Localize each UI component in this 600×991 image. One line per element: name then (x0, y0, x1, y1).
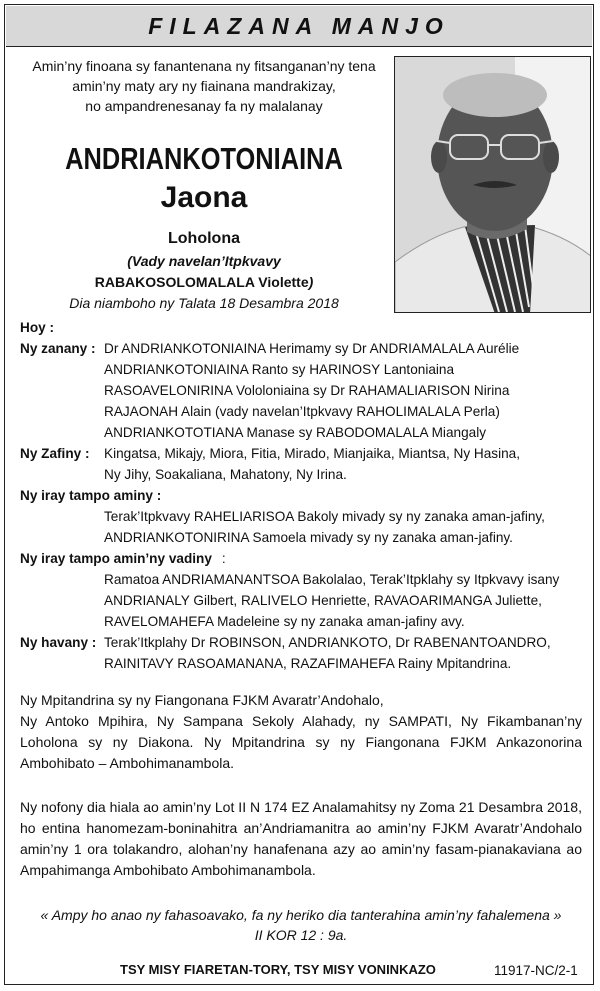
footer-ref: 11917-NC/2-1 (494, 963, 578, 978)
portrait-photo (394, 56, 591, 313)
deceased-title: Loholona (168, 230, 240, 247)
iray-tampo-line: Terak’Itpkvavy RAHELIARISOA Bakoly mivady sy ny zanaka aman-jafiny, (104, 509, 545, 524)
zafiny-line: Ny Jihy, Soakaliana, Mahatony, Ny Irina. (104, 467, 347, 482)
zanany-label: Ny zanany : (20, 341, 96, 356)
scripture-ref: II KOR 12 : 9a. (254, 927, 348, 943)
intro-line: Amin’ny finoana sy fanantenana ny fitsanganan’ny tena (32, 58, 376, 74)
vadiny-heading (20, 548, 226, 569)
zanany-line: Dr ANDRIANKOTONIAINA Herimamy sy Dr ANDRIAMALALA Aurélie (104, 341, 520, 356)
hoy-label: Hoy : (20, 320, 54, 335)
vadiny-label: Ny iray tampo amin’ny vadiny (20, 551, 212, 566)
intro-text (20, 56, 388, 116)
intro-line: no ampandrenesanay fa ny malalanay (85, 98, 323, 114)
vadiny-colon: : (221, 551, 226, 566)
portrait-icon (395, 57, 591, 313)
paragraph-churches: Ny Mpitandrina sy ny Fiangonana FJKM Avaratr’Andohalo, Ny Antoko Mpihira, Ny Sampana Sekoly Alahady, ny SAMPATI, Ny Fikambanan’ny Loholona sy ny Diakona. Ny Mpitandrina sy ny Fiangonana FJKM Ankazonorina Ambohibato – Ambohimanambola. (20, 692, 582, 771)
paragraph-funeral: Ny nofony dia hiala ao amin’ny Lot II N 174 EZ Analamahitsy ny Zoma 21 Desambra 2018, ho entina hanomezam-boninahitra an’Andriamanitra ao amin’ny FJKM Avaratr’Andohalo amin’ny 1 ora tolakandro, alohan’ny hanafenana azy ao amin’ny fasam-pianakaviana ao Ampahimanga Ambohibato Ambohimanambola. (20, 799, 582, 878)
header-title: FILAZANA MANJO (148, 12, 450, 39)
zafiny-line: Kingatsa, Mikajy, Miora, Fitia, Mirado, Mianjaika, Miantsa, Ny Hasina, (104, 446, 521, 461)
havany-label: Ny havany : (20, 635, 97, 650)
zanany-line: ANDRIANKOTONIAINA Ranto sy HARINOSY Lantoniaina (104, 362, 455, 377)
vadiny-line: Ramatoa ANDRIAMANANTSOA Bakolalao, Terak’Itpklahy sy Itpkvavy isany (104, 572, 560, 587)
footer-notice: TSY MISY FIARETAN-TORY, TSY MISY VONINKAZO (120, 962, 436, 977)
havany-line: RAINITAVY RASOAMANANA, RAZAFIMAHEFA Rainy Mpitandrina. (104, 656, 512, 671)
spouse-name: RABAKOSOLOMALALA Violette (94, 274, 309, 290)
zanany-line: RASOAVELONIRINA Vololoniaina sy Dr RAHAMALIARISON Nirina (104, 383, 510, 398)
deceased-firstname: Jaona (160, 181, 248, 214)
zafiny-label: Ny Zafiny : (20, 446, 90, 461)
intro-line: amin’ny maty ary ny fiainana mandrakizay, (72, 78, 336, 94)
scripture-quote: « Ampy ho anao ny fahasoavako, fa ny heriko dia tanterahina amin’ny fahalemena » (40, 907, 562, 923)
vadiny-line: ANDRIANALY Gilbert, RALIVELO Henriette, RAVAOARIMANGA Juliette, (104, 593, 542, 608)
zanany-line: ANDRIANKOTOTIANA Manase sy RABODOMALALA Miangaly (104, 425, 487, 440)
iray-tampo-line: ANDRIANKOTONIRINA Samoela mivady sy ny zanaka aman-jafiny. (104, 530, 513, 545)
death-date-line: Dia niamboho ny Talata 18 Desambra 2018 (69, 295, 339, 311)
notice-header (6, 6, 592, 47)
spouse-label: (Vady navelan’Itpkvavy (127, 253, 281, 269)
deceased-surname: ANDRIANKOTONIAINA (65, 141, 343, 176)
havany-line: Terak’Itkplahy Dr ROBINSON, ANDRIANKOTO, Dr RABENANTOANDRO, (104, 635, 551, 650)
spouse-line (20, 272, 388, 292)
spouse-close: ) (308, 274, 314, 290)
zanany-line: RAJAONAH Alain (vady navelan’Itpkvavy RAHOLIMALALA Perla) (104, 404, 500, 419)
vadiny-line: RAVELOMAHEFA Madeleine sy ny zanaka aman-jafiny avy. (104, 614, 465, 629)
iray-tampo-label: Ny iray tampo aminy : (20, 488, 162, 503)
